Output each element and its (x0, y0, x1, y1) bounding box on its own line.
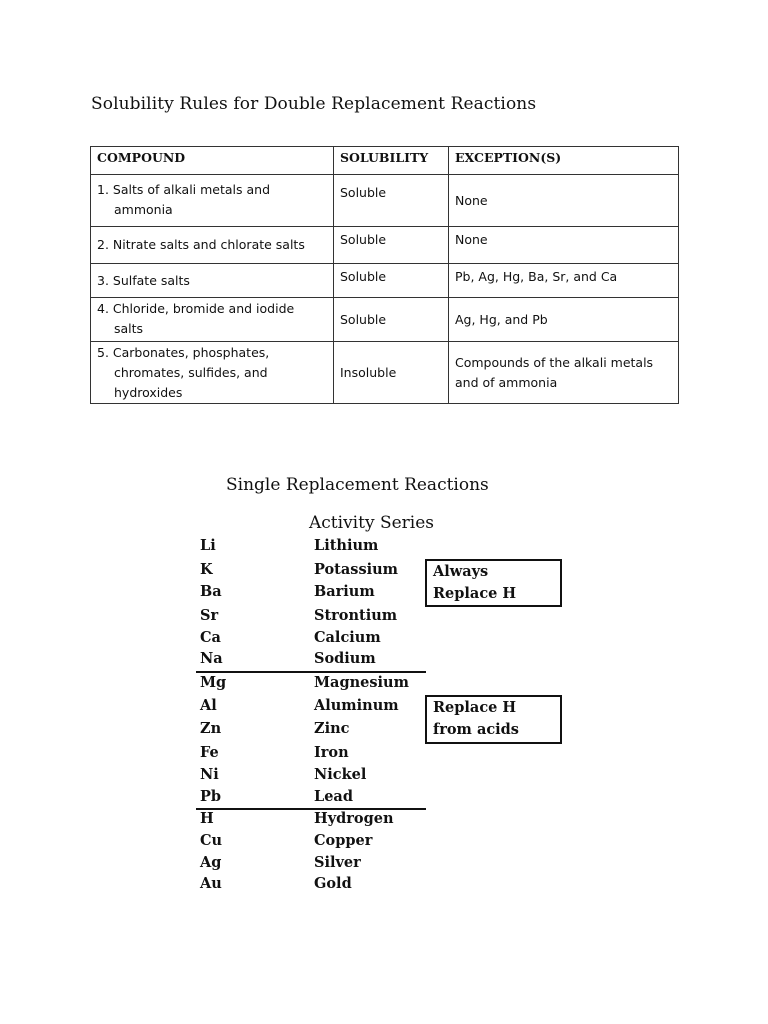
element-name: Copper (314, 832, 373, 849)
element-symbol: Li (200, 537, 216, 554)
box-line: from acids (433, 721, 519, 738)
always-replace-h-box (425, 559, 562, 607)
element-symbol: Ca (200, 629, 221, 646)
table-row (91, 264, 679, 298)
box-line: Replace H (433, 699, 517, 716)
divider-line (196, 671, 426, 673)
element-symbol: Mg (200, 674, 227, 691)
element-symbol: Pb (200, 788, 222, 805)
element-name: Barium (314, 583, 375, 600)
element-symbol: Sr (200, 607, 219, 624)
element-symbol: H (200, 810, 214, 827)
compound-text: 3. Sulfate salts (97, 272, 190, 288)
exceptions-cell: None (449, 175, 679, 227)
solubility-cell: Soluble (334, 227, 449, 264)
compound-cell (91, 342, 334, 404)
element-symbol: Ni (200, 766, 219, 783)
header-compound: COMPOUND (91, 147, 334, 175)
exceptions-cell: Compounds of the alkali metals and of ammonia (449, 342, 679, 404)
element-name: Lithium (314, 537, 379, 554)
element-name: Hydrogen (314, 810, 394, 827)
solubility-cell: Soluble (334, 264, 449, 298)
element-name: Lead (314, 788, 353, 805)
compound-cell (91, 264, 334, 298)
replace-h-from-acids-box (425, 695, 562, 744)
element-name: Magnesium (314, 674, 409, 691)
compound-text: 2. Nitrate salts and chlorate salts (97, 237, 305, 252)
compound-cell (91, 298, 334, 342)
element-name: Sodium (314, 650, 376, 667)
solubility-cell: Insoluble (334, 342, 449, 404)
element-name: Iron (314, 744, 349, 761)
element-symbol: K (200, 561, 213, 578)
element-name: Silver (314, 854, 361, 871)
element-symbol: Al (200, 697, 217, 714)
box-line: Replace H (433, 585, 517, 602)
element-symbol: Ba (200, 583, 222, 600)
element-symbol: Fe (200, 744, 219, 761)
element-name: Zinc (314, 720, 350, 737)
header-solubility: SOLUBILITY (334, 147, 449, 175)
compound-cell (91, 227, 334, 264)
compound-text: 4. Chloride, bromide and iodide salts (97, 301, 295, 336)
compound-cell (91, 175, 334, 227)
compound-text: 1. Salts of alkali metals and ammonia (97, 182, 271, 217)
table-header-row (91, 147, 679, 175)
table-row (91, 298, 679, 342)
solubility-cell: Soluble (334, 298, 449, 342)
element-symbol: Ag (200, 854, 222, 871)
element-name: Calcium (314, 629, 381, 646)
element-symbol: Na (200, 650, 223, 667)
table-row (91, 342, 679, 404)
single-replacement-title: Single Replacement Reactions (226, 475, 489, 495)
element-name: Potassium (314, 561, 398, 578)
exceptions-cell: None (449, 227, 679, 264)
activity-series-title: Activity Series (309, 513, 435, 533)
table-row (91, 175, 679, 227)
solubility-rules-table (90, 146, 679, 404)
solubility-cell: Soluble (334, 175, 449, 227)
element-name: Aluminum (314, 697, 399, 714)
box-line: Always (433, 563, 489, 580)
element-symbol: Cu (200, 832, 223, 849)
element-name: Nickel (314, 766, 367, 783)
element-symbol: Au (200, 875, 222, 892)
element-name: Strontium (314, 607, 398, 624)
table-row (91, 227, 679, 264)
element-symbol: Zn (200, 720, 222, 737)
double-replacement-title: Solubility Rules for Double Replacement Reactions (91, 94, 537, 114)
compound-text: 5. Carbonates, phosphates, chromates, sulfides, and hydroxides (97, 345, 270, 400)
element-name: Gold (314, 875, 352, 892)
header-exceptions: EXCEPTION(S) (449, 147, 679, 175)
exceptions-cell: Ag, Hg, and Pb (449, 298, 679, 342)
exceptions-cell: Pb, Ag, Hg, Ba, Sr, and Ca (449, 264, 679, 298)
